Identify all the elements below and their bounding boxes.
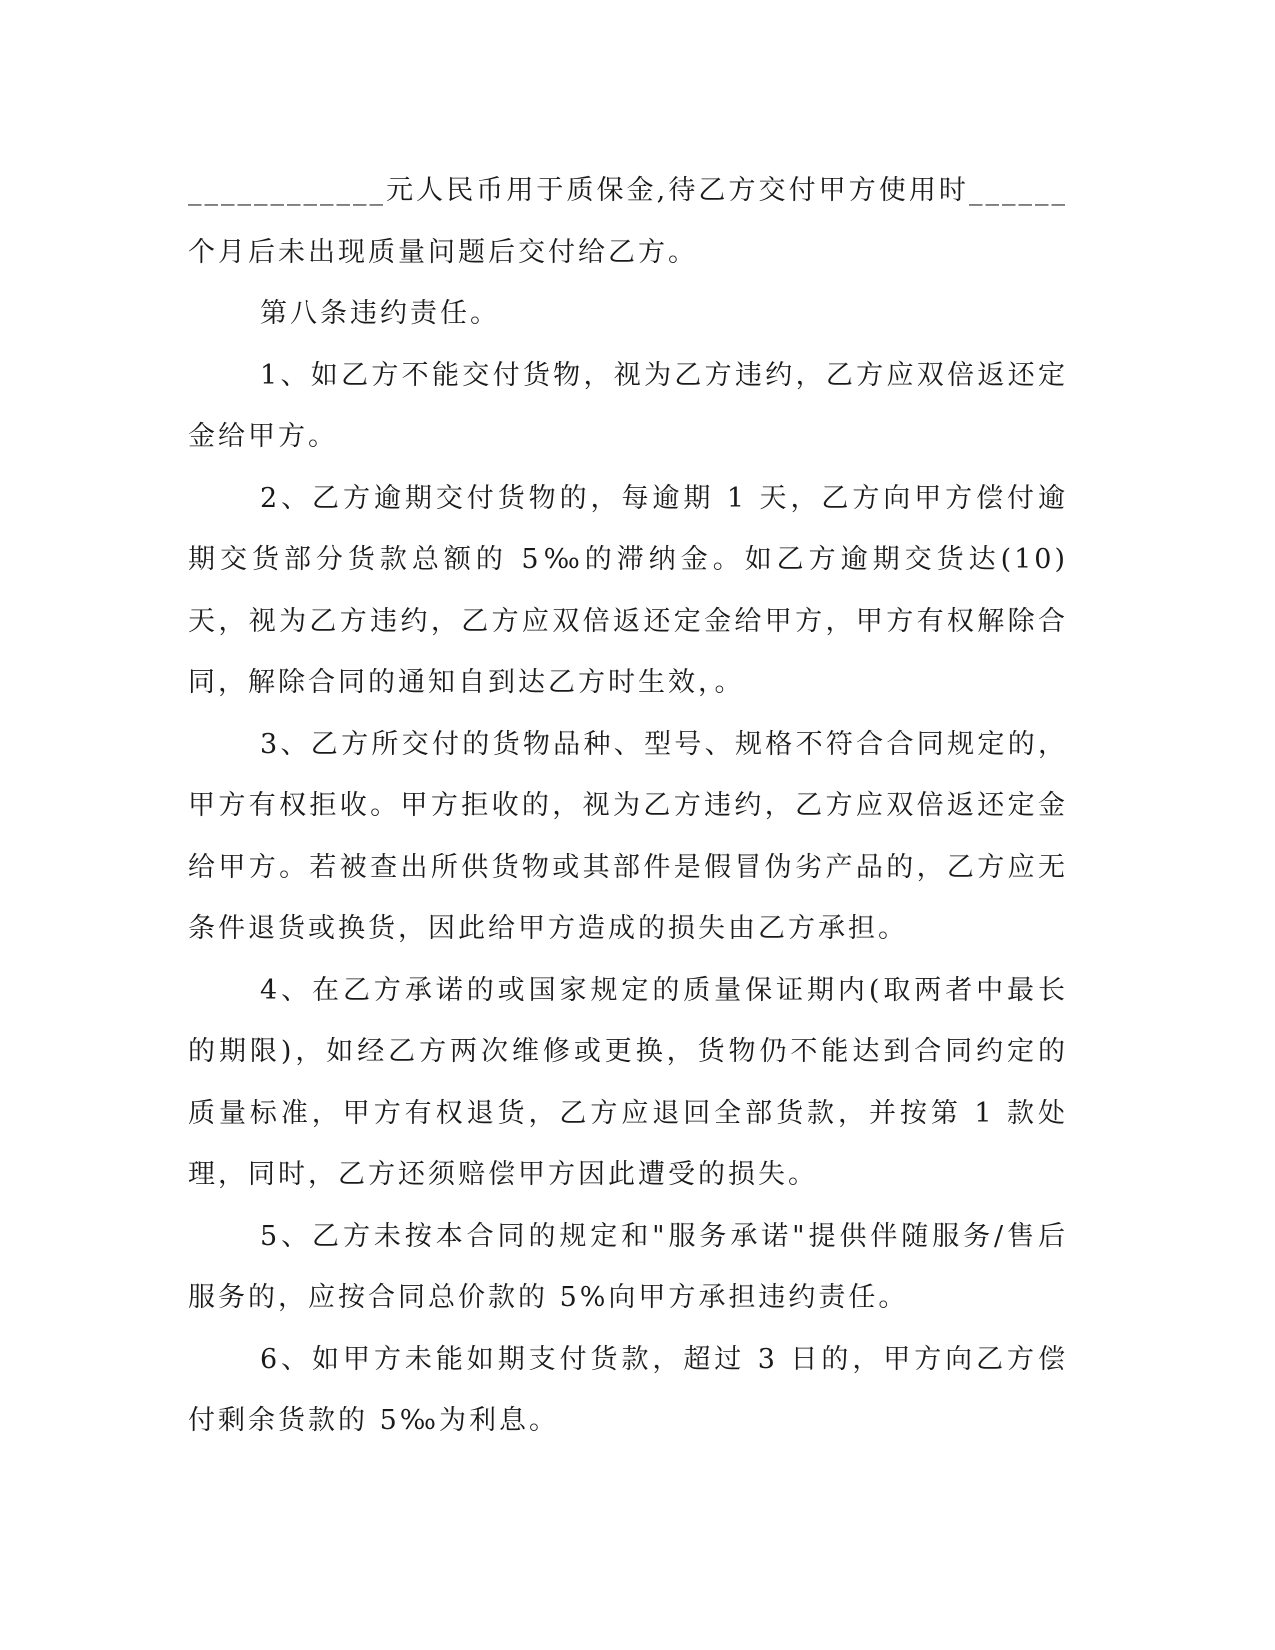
paragraph-clause-5: 5、乙方未按本合同的规定和"服务承诺"提供伴随服务/售后服务的，应按合同总价款的 5%向甲方承担违约责任。 (188, 1220, 1068, 1313)
paragraph-warranty-deposit: ____________元人民币用于质保金,待乙方交付甲方使用时______个月后未出现质量问题后交付给乙方。 (188, 175, 1068, 268)
paragraph-clause-3: 3、乙方所交付的货物品种、型号、规格不符合合同规定的，甲方有权拒收。甲方拒收的，视为乙方违约，乙方应双倍返还定金给甲方。若被查出所供货物或其部件是假冒伪劣产品的，乙方应无条件退货或换货，因此给甲方造成的损失由乙方承担。 (188, 728, 1068, 944)
paragraph-clause-6: 6、如甲方未能如期支付货款，超过 3 日的，甲方向乙方偿付剩余货款的 5‰为利息。 (188, 1343, 1068, 1436)
paragraph-clause-4: 4、在乙方承诺的或国家规定的质量保证期内(取两者中最长的期限)，如经乙方两次维修或更换，货物仍不能达到合同约定的质量标准，甲方有权退货，乙方应退回全部货款，并按第 1 款处理，同时，乙方还须赔偿甲方因此遭受的损失。 (188, 974, 1068, 1190)
paragraph-article-8-heading: 第八条违约责任。 (260, 298, 500, 329)
contract-text (188, 160, 1068, 1452)
paragraph-clause-2: 2、乙方逾期交付货物的，每逾期 1 天，乙方向甲方偿付逾期交货部分货款总额的 5‰的滞纳金。如乙方逾期交货达(10)天，视为乙方违约，乙方应双倍返还定金给甲方，甲方有权解除合同，解除合同的通知自到达乙方时生效，。 (188, 482, 1068, 698)
paragraph-clause-1: 1、如乙方不能交付货物，视为乙方违约，乙方应双倍返还定金给甲方。 (188, 359, 1068, 452)
